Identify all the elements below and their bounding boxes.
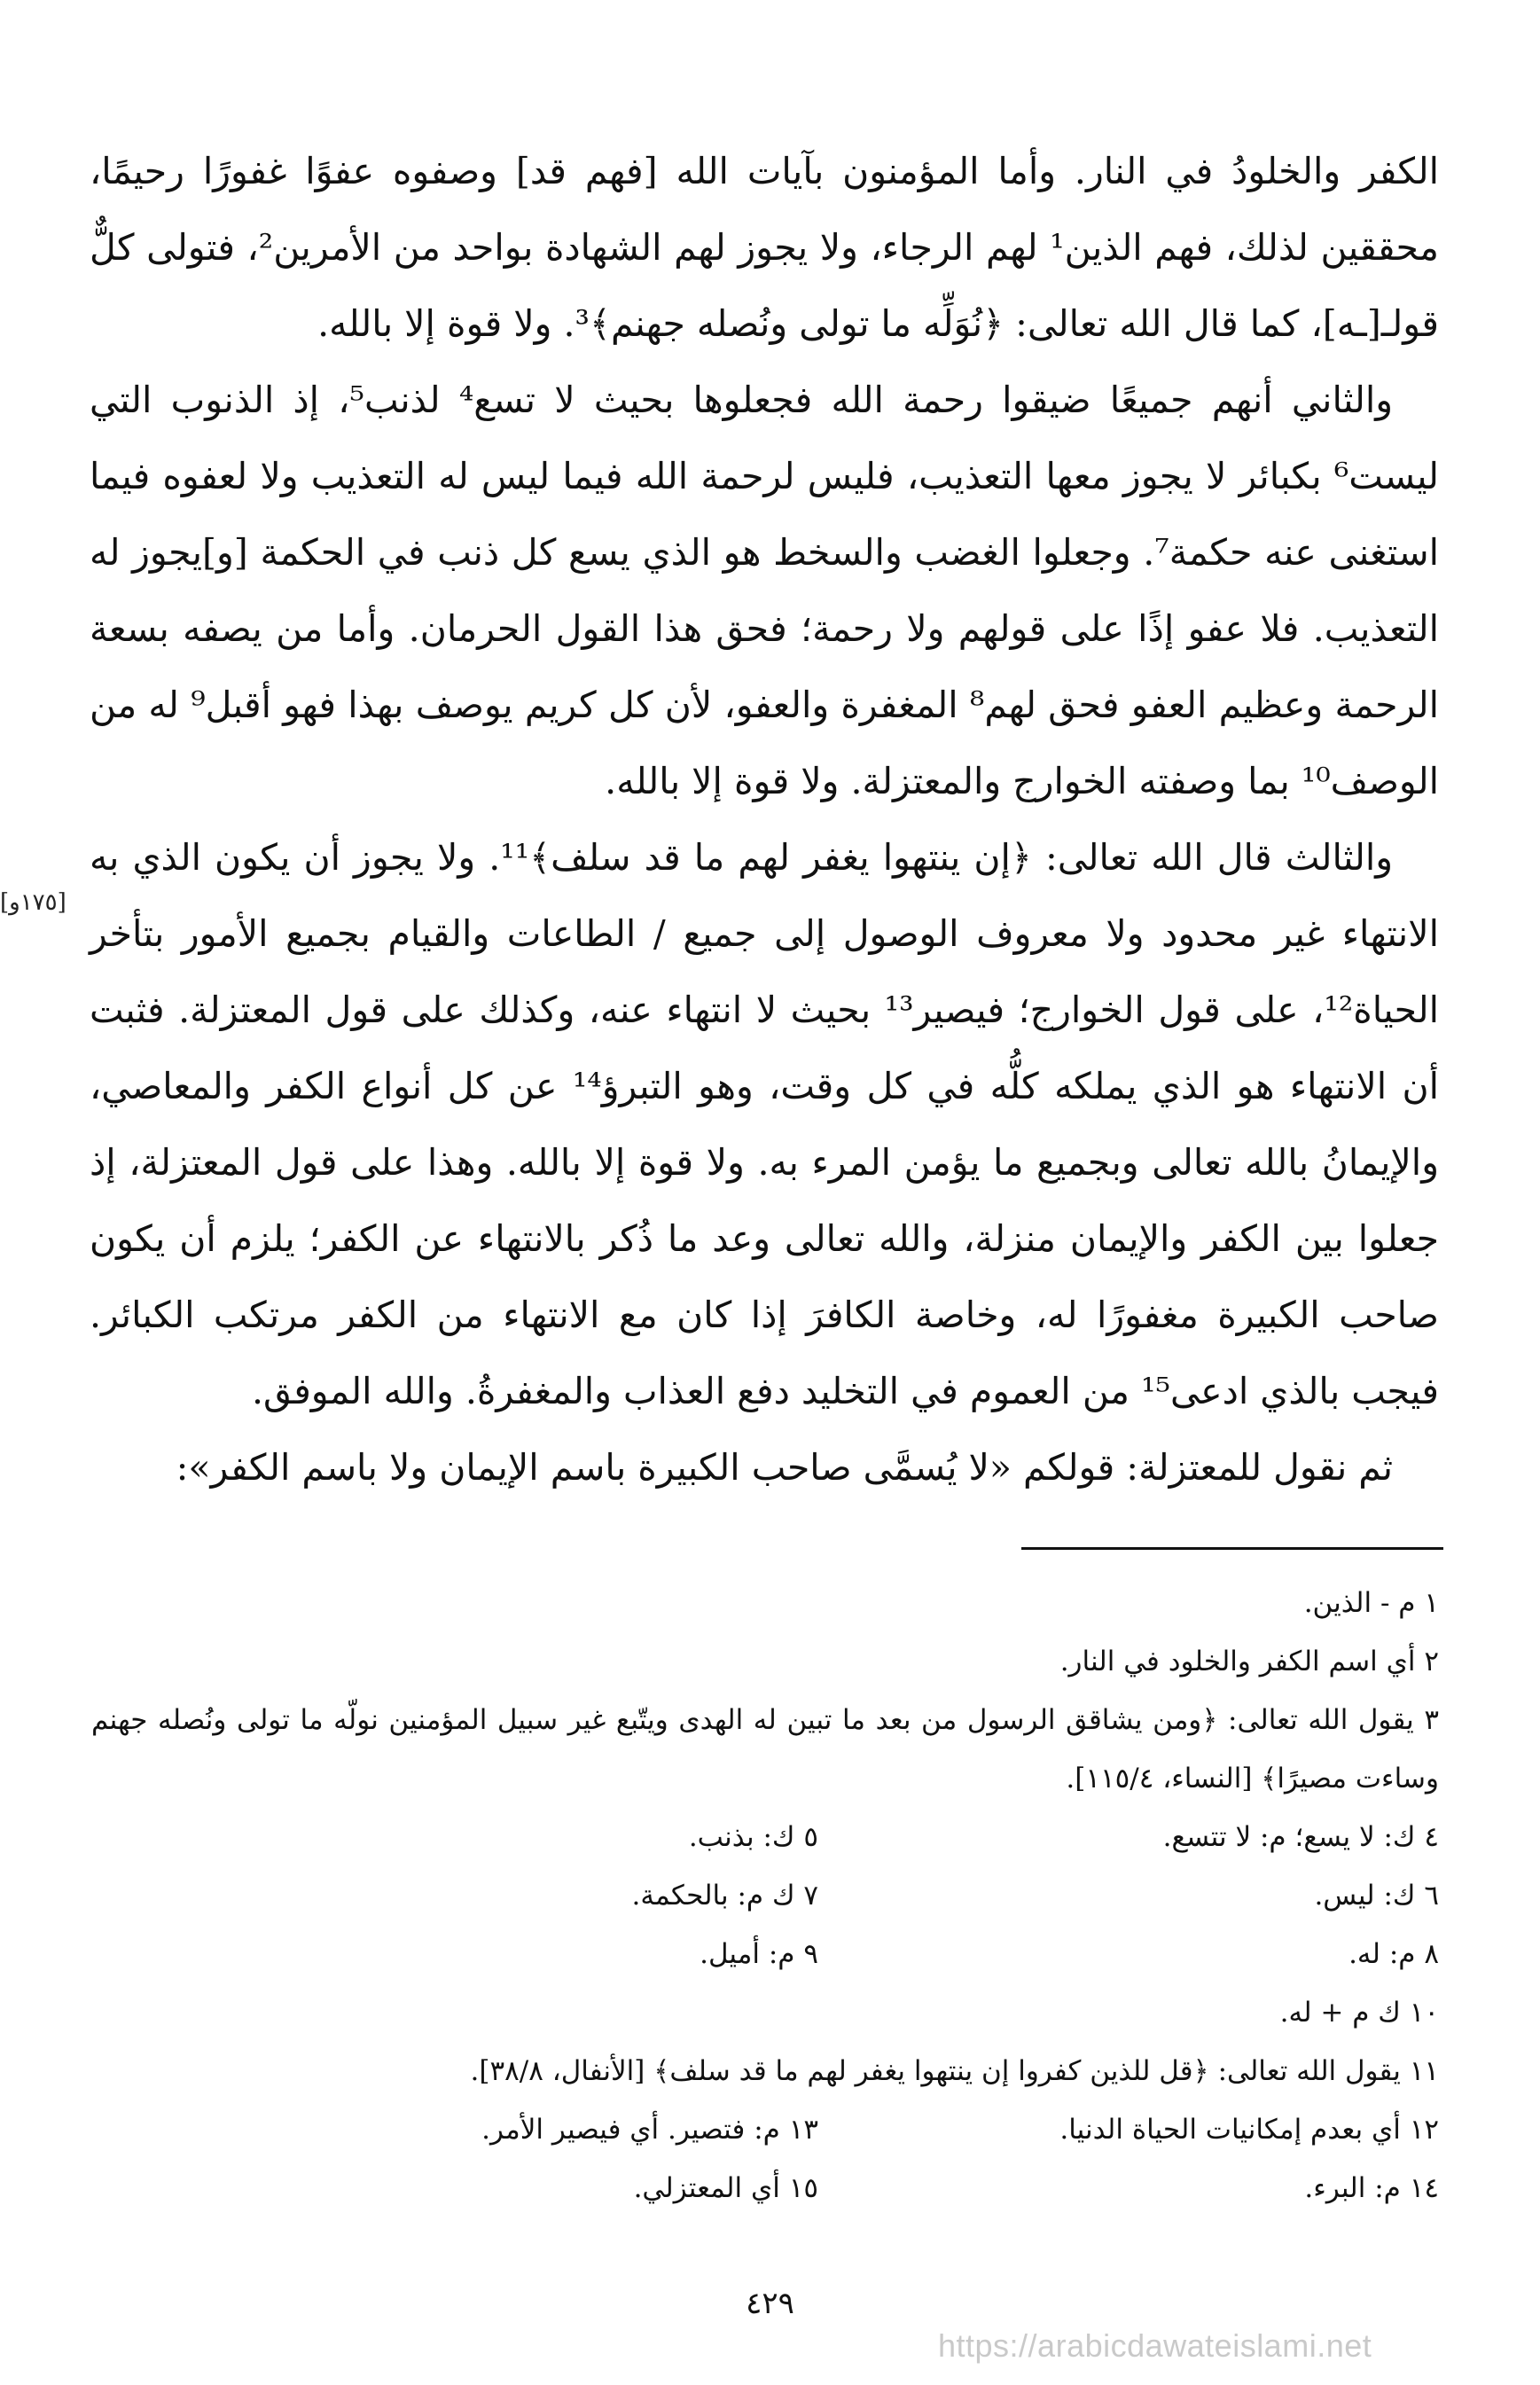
footnote-4: ٤ ك: لا يسع؛ م: لا تتسع. — [1162, 1821, 1439, 1853]
footnote-2: ٢ أي اسم الكفر والخلود في النار. — [1059, 1646, 1439, 1677]
footnote-13: ١٣ م: فتصير. أي فيصير الأمر. — [481, 2114, 818, 2146]
paragraph-1: الكفر والخلودُ في النار. وأما المؤمنون بآيات الله [فهم قد] وصفوه عفوًا غفورًا رحيمًا، محققين لذلك، فهم الذين¹ لهم الرجاء، ولا يجوز لهم الشهادة بواحد من الأمرين²، فتولى كلٌّ قولـ[ـه]، كما قال الله تعالى: ﴿نُوَلِّه ما تولى ونُصله جهنم﴾³. ولا قوة إلا بالله. — [90, 150, 1439, 345]
footnote-divider — [1021, 1547, 1443, 1550]
footnote-15: ١٥ أي المعتزلي. — [633, 2172, 818, 2204]
paragraph-4: ثم نقول للمعتزلة: قولكم «لا يُسمَّى صاحب الكبيرة باسم الإيمان ولا باسم الكفر»: — [176, 1446, 1393, 1489]
footnote-7: ٧ ك م: بالحكمة. — [631, 1880, 818, 1912]
footnote-row — [91, 1866, 1439, 1925]
footnote-11: ١١ يقول الله تعالى: ﴿قل للذين كفروا إن ينتهوا يغفر لهم ما قد سلف﴾ [الأنفال، ٣٨/٨]. — [470, 2055, 1439, 2087]
footnotes — [91, 1574, 1439, 2217]
footnote-row — [91, 1925, 1439, 1983]
footnote-14: ١٤ م: البرء. — [1304, 2172, 1439, 2204]
footnote-6: ٦ ك: ليس. — [1314, 1880, 1439, 1912]
footnote-9: ٩ م: أميل. — [700, 1938, 818, 1970]
footnote-row — [91, 2100, 1439, 2159]
folio-margin-note: [١٧٥و] — [0, 889, 66, 916]
footnote-row — [91, 2159, 1439, 2217]
paragraph-2: والثاني أنهم جميعًا ضيقوا رحمة الله فجعلوها بحيث لا تسع⁴ لذنب⁵، إذ الذنوب التي ليست⁶ بكبائر لا يجوز معها التعذيب، فليس لرحمة الله فيما ليس له التعذيب ولا لعفوه فيما استغنى عنه حكمة⁷. وجعلوا الغضب والسخط هو الذي يسع كل ذنب في الحكمة [و]يجوز له التعذيب. فلا عفو إذًا على قولهم ولا رحمة؛ فحق هذا القول الحرمان. وأما من يصفه بسعة الرحمة وعظيم العفو فحق لهم⁸ المغفرة والعفو، لأن كل كريم يوصف بهذا فهو أقبل⁹ له من الوصف¹⁰ بما وصفته الخوارج والمعتزلة. ولا قوة إلا بالله. — [90, 379, 1439, 802]
page-number: ٤٢٩ — [746, 2286, 794, 2321]
paragraph-3: والثالث قال الله تعالى: ﴿إن ينتهوا يغفر لهم ما قد سلف﴾¹¹. ولا يجوز أن يكون الذي به الانتهاء غير محدود ولا معروف الوصول إلى جميع / الطاعات والقيام بجميع الأمور بتأخر الحياة¹²، على قول الخوارج؛ فيصير¹³ بحيث لا انتهاء عنه، وكذلك على قول المعتزلة. فثبت أن الانتهاء هو الذي يملكه كلُّه في كل وقت، وهو التبرؤ¹⁴ عن كل أنواع الكفر والمعاصي، والإيمانُ بالله تعالى وبجميع ما يؤمن المرء به. ولا قوة إلا بالله. وهذا على قول المعتزلة، إذ جعلوا بين الكفر والإيمان منزلة، والله تعالى وعد ما ذُكر بالانتهاء عن الكفر؛ يلزم أن يكون صاحب الكبيرة مغفورًا له، وخاصة الكافرَ إذا كان مع الانتهاء من الكفر مرتكب الكبائر. فيجب بالذي ادعى¹⁵ من العموم في التخليد دفع العذاب والمغفرةُ. والله الموفق. — [90, 836, 1439, 1412]
footnote-3: ٣ يقول الله تعالى: ﴿ومن يشاقق الرسول من بعد ما تبين له الهدى ويتّبع غير سبيل المؤمنين نولّه ما تولى ونُصله جهنم وساءت مصيرًا﴾ [النساء، ١١٥/٤]. — [91, 1704, 1439, 1795]
main-text — [90, 133, 1439, 1505]
watermark-url: https://arabicdawateislami.net — [938, 2327, 1372, 2364]
footnote-row — [91, 1808, 1439, 1866]
footnote-5: ٥ ك: بذنب. — [688, 1821, 818, 1853]
footnote-1: ١ م - الذين. — [1303, 1587, 1439, 1619]
footnote-12: ١٢ أي بعدم إمكانيات الحياة الدنيا. — [1059, 2114, 1439, 2146]
footnote-8: ٨ م: له. — [1348, 1938, 1439, 1970]
footnote-10: ١٠ ك م + له. — [1279, 1997, 1439, 2029]
